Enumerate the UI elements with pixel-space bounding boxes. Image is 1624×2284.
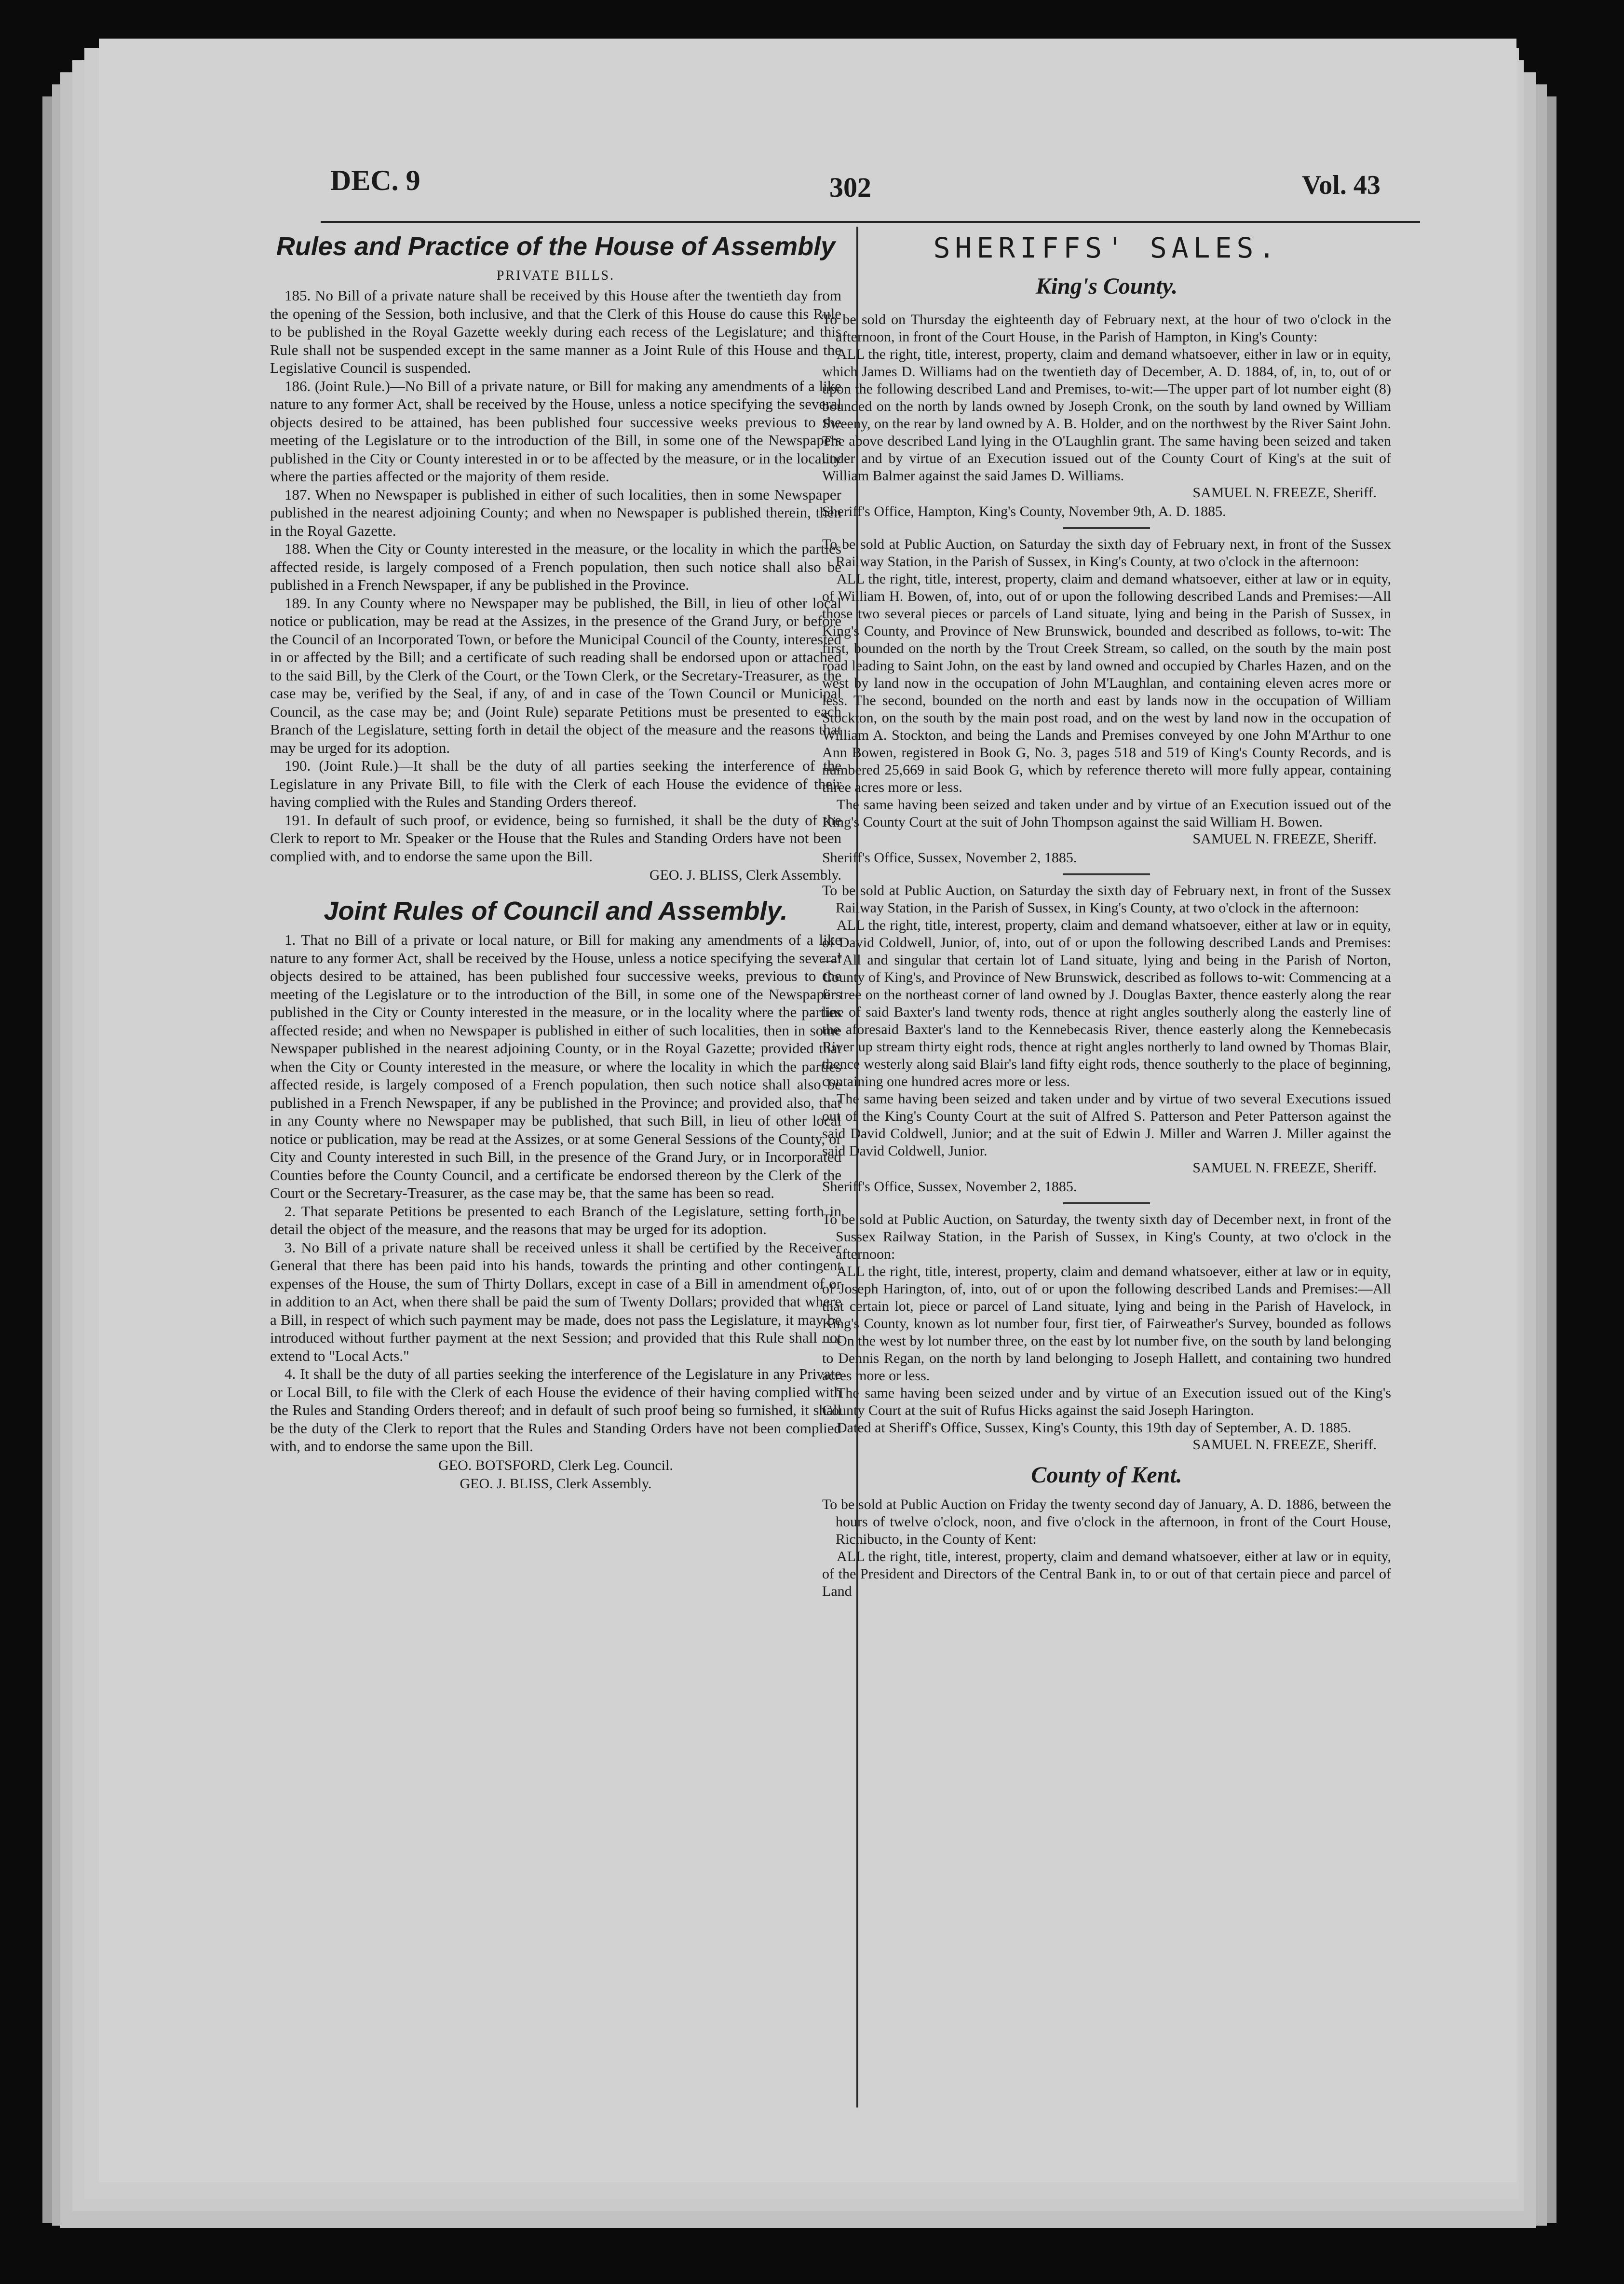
sale-intro: To be sold at Public Auction, on Saturday the sixth day of February next, in front of the Sussex Railway Station, in the Parish of Sussex, in King's County, at two o'clock in the afternoon: xyxy=(822,883,1391,916)
sheriff-office: Sheriff's Office, Sussex, November 2, 1885. xyxy=(822,1179,1077,1195)
section-rule xyxy=(1063,527,1150,529)
sale-intro: To be sold at Public Auction, on Saturday the sixth day of February next, in front of the Sussex Railway Station, in the Parish of Sussex, in King's County, at two o'clock in the afternoon: xyxy=(822,536,1391,570)
sale-body: ALL the right, title, interest, property, claim and demand whatsoever, either at law or in equity, of the President and Directors of the Central Bank in, to or out of that certain piece and parcel of Land xyxy=(822,1549,1391,1599)
sale-dated: Dated at Sheriff's Office, Sussex, King's County, this 19th day of September, A. D. 1885. xyxy=(837,1420,1352,1436)
rule-paragraph: 189. In any County where no Newspaper may be published, the Bill, in lieu of other local notice or publication, may be read at the Assizes, in the presence of the Grand Jury, or before the Council of an Incorporated Town, or before the Municipal Council of the County, interested in or affected by the Bill; and a certificate of such reading shall be endorsed upon or attached to the said Bill, by the Clerk of the Court, or the Town Clerk, or the Secretary-Treasurer, as the case may be, verified by the Seal, if any, of and in case of the Town Council or Municipal Council, as the case may be; and (Joint Rule) separate Petitions must be presented to each Branch of the Legislature, setting forth in detail the object of the measure and the reasons that may be urged for its adoption. xyxy=(270,594,841,756)
joint-rule-paragraph: 1. That no Bill of a private or local nature, or Bill for making any amendments of a like nature to any former Act, shall be received by the House, unless a notice specifying the several objects desired to be attained, has been published four successive weeks, previous to the meeting of the Legislature or to the introduction of the Bill, in some one of the Newspapers published in the City or County interested in the measure, or in the locality where the parties affected reside; and when no Newspaper is published in either of such localities, then in some Newspaper published in the nearest adjoining County, or in the Royal Gazette; provided that when the City or County interested in the measure, or where the locality in which the parties affected reside, is largely composed of a French population, then such notice shall also be published in a French Newspaper, if any be published in the Province; and provided also, that in any County where no Newspaper may be published, that such Bill, in lieu of other local notice or publication, may be read at the Assizes, or at some General Sessions of the County, or City and County interested in such Bill, in the presence of the Grand Jury, or in Incorporated Counties before the County Council, and a certificate be endorsed thereon by the Clerk of the Court or the Secretary-Treasurer, as the case may be, that the same has been so read. xyxy=(270,931,841,1201)
sheriff-signature: SAMUEL N. FREEZE, Sheriff. xyxy=(1192,1160,1377,1176)
rule-paragraph: 186. (Joint Rule.)—No Bill of a private nature, or Bill for making any amendments of a like nature to any former Act, shall be received by the House, unless a notice specifying the several objects desired to be attained, has been published four successive weeks previous to the meeting of the Legislature or to the introduction of the Bill, in some one of the Newspapers published in the City or County interested in or to be affected by the measure, or in the locality where the parties affected or the majority of them reside. xyxy=(270,377,841,485)
sale-body: ALL the right, title, interest, property, claim and demand whatsoever, either at law or in equity, of David Coldwell, Junior, of, into, out of or upon the following described Lands and Premises:—"All and singular that certain lot of Land situate, lying and being in the Parish of Norton, County of King's, and Province of New Brunswick, described as follows to-wit: Commencing at a fir tree on the northeast corner of land owned by J. Douglas Baxter, thence easterly along the rear line of said Baxter's land twenty rods, thence at right angles southerly along the easterly line of the aforesaid Baxter's land to the Kennebecasis River, thence easterly along the Kennebecasis River up stream thirty eight rods, thence at right angles northerly to land owned by Thomas Blair, thence westerly along said Blair's land fifty eight rods, thence southerly to the place of beginning, containing one hundred acres more or less. xyxy=(822,917,1391,1089)
issue-date: DEC. 9 xyxy=(330,164,420,196)
rule-paragraph: 188. When the City or County interested in the measure, or the locality in which the parties affected reside, is largely composed of a French population, then such notice shall also be published in a French Newspaper, if any be published in the Province. xyxy=(270,540,841,593)
volume-number: Vol. 43 xyxy=(1302,170,1380,200)
section-rule xyxy=(1063,873,1150,875)
page-number: 302 xyxy=(829,172,871,203)
council-clerk-signature: GEO. BOTSFORD, Clerk Leg. Council. xyxy=(438,1457,673,1473)
sheriff-signature: SAMUEL N. FREEZE, Sheriff. xyxy=(1192,1437,1377,1453)
sale-body: ALL the right, title, interest, property, claim and demand whatsoever, either in law or in equity, which James D. Williams had on the twentieth day of December, A. D. 1884, of, in, to, out of or upon the following described Land and Premises, to-wit:—The upper part of lot number eight (8) bounded on the north by lands owned by Joseph Cronk, on the south by land owned by William Sweeny, on the rear by land owned by A. B. Holder, and on the northwest by the River Saint John. The above described Land lying in the O'Laughlin grant. The same having been seized and taken under and by virtue of an Execution issued out of the County Court of King's at the suit of William Balmer against the said James D. Williams. xyxy=(822,346,1391,484)
section-rule xyxy=(1063,1202,1150,1204)
rule-paragraph: 185. No Bill of a private nature shall be received by this House after the twentieth day from the opening of the Session, both inclusive, and that the Clerk of this House do cause this Rule to be published in the Royal Gazette weekly during each recess of the Legislature; and this Rule shall not be suspended except in the same manner as a Joint Rule of this House and the Legislative Council is suspended. xyxy=(270,287,841,376)
sheriff-signature: SAMUEL N. FREEZE, Sheriff. xyxy=(1192,831,1377,847)
sale-body: ALL the right, title, interest, property, claim and demand whatsoever, either at law or in equity, of William H. Bowen, of, into, out of or upon the following described Lands and Premises:—All those two several pieces or parcels of Land situate, lying and being in the Parish of Sussex, in King's County, and Province of New Brunswick, bounded and described as follows, to-wit: The first, bounded on the north by the Trout Creek Stream, so called, on the south by the main post road leading to Saint John, on the east by land owned and occupied by Charles Hazen, and on the west by land now in the occupation of John M'Laughlan, and containing eleven acres more or less. The second, bounded on the north and east by lands now in the occupation of William Stockton, on the south by the main post road, and on the west by land now in the occupation of William A. Stockton, and being the Lands and Premises conveyed by one John M'Arthur to one Ann Bowen, registered in Book G, No. 3, pages 518 and 519 of King's County Records, and is numbered 25,669 in said Book G, which by reference thereto will more fully appear, containing three acres more or less. xyxy=(822,571,1391,795)
joint-rule-paragraph: 2. That separate Petitions be presented to each Branch of the Legislature, setting forth in detail the object of the measure, and the reasons that may be urged for its adoption. xyxy=(270,1202,841,1237)
joint-rule-paragraph: 4. It shall be the duty of all parties seeking the interference of the Legislature in any Private or Local Bill, to file with the Clerk of each House the evidence of their having complied with the Rules and Standing Orders thereof; and in default of such proof being so furnished, it shall be the duty of the Clerk to report that the Rules and Standing Orders have not been complied with, and to endorse the same upon the Bill. xyxy=(270,1365,841,1455)
sale-seized: The same having been seized and taken under and by virtue of two several Executions issued out of the King's County Court at the suit of Alfred S. Patterson and Peter Patterson against the said David Coldwell, Junior; and at the suit of Edwin J. Miller and Warren J. Miller against the said David Coldwell, Junior. xyxy=(822,1091,1391,1159)
private-bills-heading: PRIVATE BILLS. xyxy=(496,268,615,283)
sale-seized: The same having been seized and taken under and by virtue of an Execution issued out of the King's County Court at the suit of John Thompson against the said William H. Bowen. xyxy=(822,797,1391,830)
assembly-clerk-signature: GEO. J. BLISS, Clerk Assembly. xyxy=(460,1475,652,1492)
sale-body: ALL the right, title, interest, property, claim and demand whatsoever, either at law or in equity, of Joseph Harington, of, into, out of or upon the following described Lands and Premises:—All that certain lot, piece or parcel of Land situate, lying and being in the Parish of Havelock, in King's County, known as lot number four, first tier, of Fairweather's Survey, bounded as follows—On the west by lot number three, on the east by lot number five, on the south by land belonging to Dennis Regan, on the north by land belonging to Joseph Hallett, and containing two hundred acres more or less. xyxy=(822,1264,1391,1384)
sale-intro: To be sold at Public Auction, on Saturday, the twenty sixth day of December next, in front of the Sussex Railway Station, in the Parish of Sussex, in King's County, at two o'clock in the afternoon: xyxy=(822,1211,1391,1262)
header-rule xyxy=(321,221,1420,223)
sale-intro: To be sold at Public Auction on Friday the twenty second day of January, A. D. 1886, between the hours of twelve o'clock, noon, and five o'clock in the afternoon, in front of the Court House, Richibucto, in the County of Kent: xyxy=(822,1496,1391,1547)
rule-paragraph: 187. When no Newspaper is published in either of such localities, then in some Newspaper published in the nearest adjoining County; and when no Newspaper is published therein, then in the Royal Gazette. xyxy=(270,486,841,539)
sheriff-office: Sheriff's Office, Hampton, King's County, November 9th, A. D. 1885. xyxy=(822,503,1226,519)
joint-rule-paragraph: 3. No Bill of a private nature shall be received unless it shall be certified by the Receiver General that there has been paid into his hands, towards the printing and other contingent expenses of the House, the sum of Thirty Dollars, except in case of a Bill in amendment of or in addition to an Act, when there shall be paid the sum of Twenty Dollars; provided that where a Bill, in respect of which such payment may be made, does not pass the Legislature, it may be introduced without further payment at the next Session; and provided that this Rule shall not extend to "Local Acts." xyxy=(270,1238,841,1364)
rules-title: Rules and Practice of the House of Assembly xyxy=(276,232,836,261)
sheriffs-sales-title: SHERIFFS' SALES. xyxy=(933,231,1280,264)
clerk-signature: GEO. J. BLISS, Clerk Assembly. xyxy=(649,867,841,883)
kings-county-heading: King's County. xyxy=(1035,273,1178,299)
kent-county-heading: County of Kent. xyxy=(1031,1462,1182,1488)
right-column xyxy=(822,231,1391,1600)
sale-seized: The same having been seized under and by virtue of an Execution issued out of the King's County Court at the suit of Rufus Hicks against the said Joseph Harington. xyxy=(822,1385,1391,1418)
sale-intro: To be sold on Thursday the eighteenth day of February next, at the hour of two o'clock in the afternoon, in front of the Court House, in the Parish of Hampton, in King's County: xyxy=(822,312,1391,345)
joint-rules-title: Joint Rules of Council and Assembly. xyxy=(324,897,788,925)
sheriff-signature: SAMUEL N. FREEZE, Sheriff. xyxy=(1192,485,1377,501)
rule-paragraph: 190. (Joint Rule.)—It shall be the duty of all parties seeking the interference of the Legislature in any Private Bill, to file with the Clerk of each House the evidence of their having complied with the Rules and Standing Orders thereof. xyxy=(270,757,841,810)
sheriff-office: Sheriff's Office, Sussex, November 2, 1885. xyxy=(822,850,1077,866)
rule-paragraph: 191. In default of such proof, or evidence, being so furnished, it shall be the duty of the Clerk to report to Mr. Speaker or the House that the Rules and Standing Orders have not been complied with, and to endorse the same upon the Bill. xyxy=(270,811,841,865)
left-column xyxy=(270,231,841,1494)
